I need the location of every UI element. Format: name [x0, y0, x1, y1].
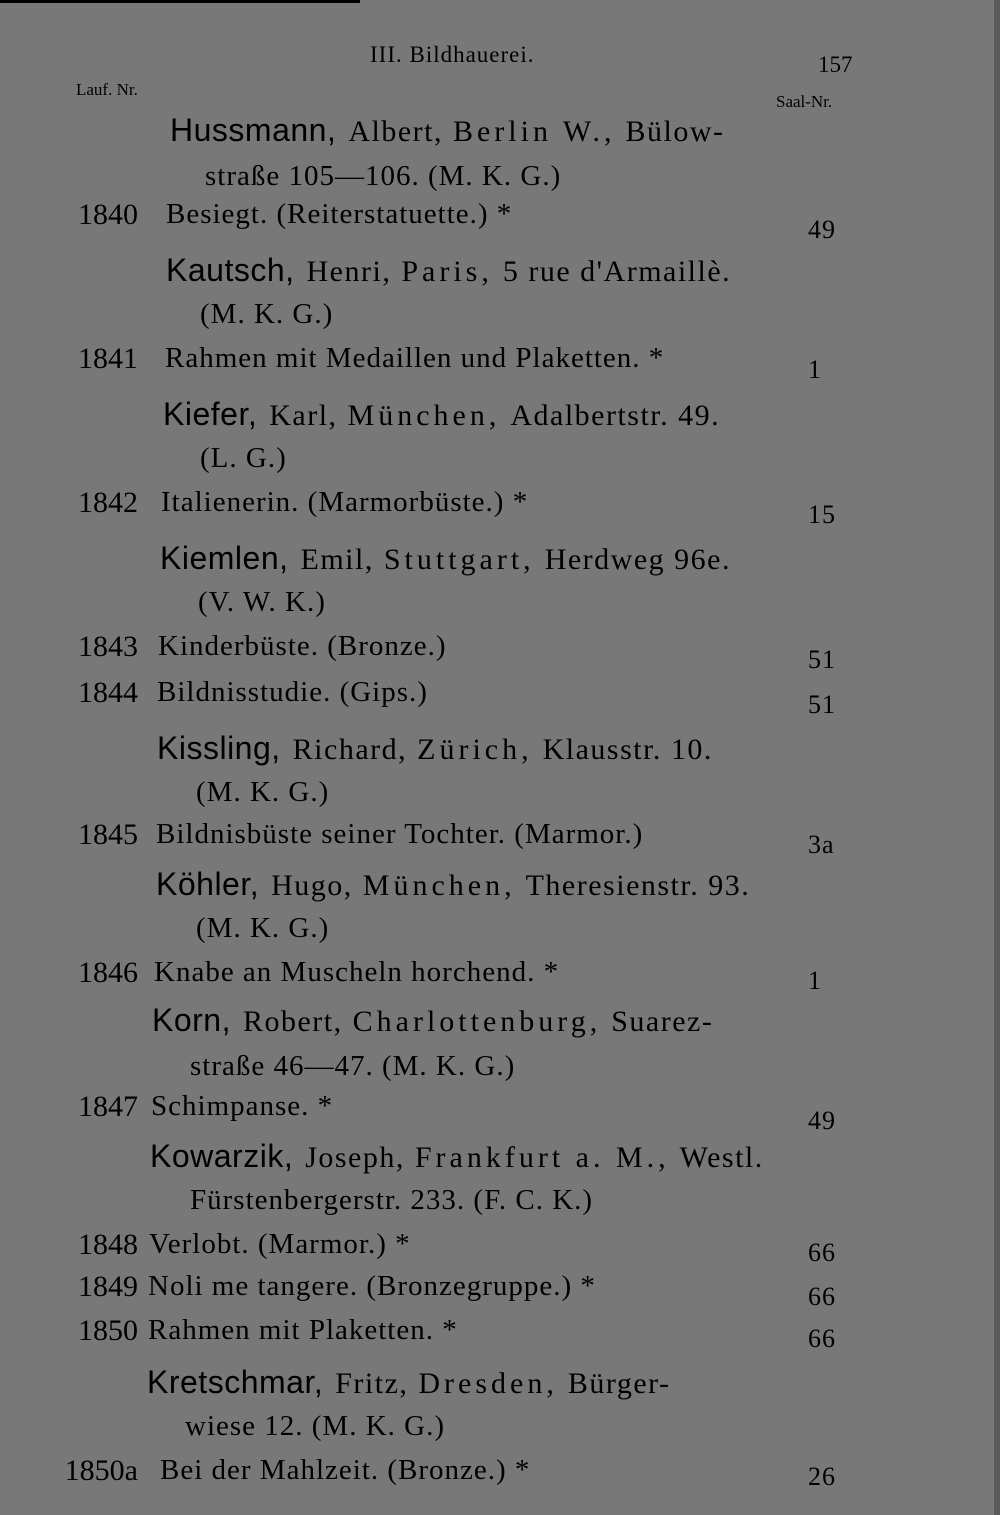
room-number: 66	[808, 1324, 836, 1353]
work-title: Rahmen mit Plaketten. *	[148, 1314, 458, 1346]
work-title: Bildnisbüste seiner Tochter. (Marmor.)	[156, 818, 644, 850]
artist-city: Paris,	[401, 255, 493, 288]
artist-line	[166, 252, 731, 289]
catalog-number: 1846	[78, 956, 138, 989]
artist-address-continuation: wiese 12. (M. K. G.)	[185, 1410, 446, 1442]
artist-name: Hussmann,	[170, 112, 337, 148]
catalog-number: 1843	[78, 630, 138, 663]
artist-line	[156, 866, 750, 903]
catalog-number: 1850a	[64, 1454, 138, 1487]
artist-address: Westl.	[679, 1141, 764, 1174]
artist-city: München,	[347, 399, 501, 432]
room-number: 1	[808, 355, 822, 384]
artist-address: Bülow-	[625, 115, 725, 148]
artist-address: Herdweg 96e.	[544, 543, 731, 576]
artist-address-continuation: (M. K. G.)	[196, 776, 330, 808]
artist-address-continuation: (L. G.)	[200, 442, 287, 474]
artist-given-name: Hugo,	[271, 869, 353, 902]
column-label-saal-nr: Saal-Nr.	[776, 92, 833, 111]
artist-given-name: Joseph,	[305, 1141, 405, 1174]
work-title: Schimpanse. *	[151, 1090, 334, 1122]
artist-given-name: Emil,	[300, 543, 374, 576]
artist-name: Köhler,	[156, 866, 260, 902]
artist-address-continuation: (M. K. G.)	[196, 912, 330, 944]
room-number: 49	[808, 215, 836, 244]
work-title: Bei der Mahlzeit. (Bronze.) *	[160, 1454, 531, 1486]
artist-address-continuation: (M. K. G.)	[200, 298, 334, 330]
catalog-number: 1844	[78, 676, 138, 709]
artist-city: München,	[362, 869, 516, 902]
room-number: 51	[808, 690, 836, 719]
artist-address-continuation: (V. W. K.)	[198, 586, 326, 618]
page-number: 157	[818, 52, 853, 77]
artist-name: Kowarzik,	[150, 1138, 294, 1174]
artist-address: 5 rue d'Armaillè.	[502, 255, 732, 288]
work-title: Rahmen mit Medaillen und Plaketten. *	[165, 342, 665, 374]
artist-name: Kautsch,	[166, 252, 295, 288]
work-title: Italienerin. (Marmorbüste.) *	[161, 486, 529, 518]
artist-city: Stuttgart,	[383, 543, 535, 576]
catalog-number: 1847	[78, 1090, 138, 1123]
artist-line	[152, 1002, 713, 1039]
artist-line	[170, 112, 725, 149]
catalog-number: 1842	[78, 486, 138, 519]
artist-name: Kiemlen,	[160, 540, 289, 576]
artist-line	[147, 1364, 671, 1401]
page-title: III. Bildhauerei.	[370, 42, 535, 67]
artist-given-name: Albert,	[348, 115, 443, 148]
artist-city: Berlin W.,	[452, 115, 616, 148]
room-number: 49	[808, 1106, 836, 1135]
catalog-number: 1840	[78, 198, 138, 231]
artist-address-continuation: straße 46—47. (M. K. G.)	[190, 1050, 516, 1082]
work-title: Noli me tangere. (Bronzegruppe.) *	[148, 1270, 596, 1302]
artist-name: Korn,	[152, 1002, 231, 1038]
artist-name: Kiefer,	[163, 396, 258, 432]
scan-right-edge	[994, 0, 1000, 1515]
catalog-number: 1841	[78, 342, 138, 375]
artist-city: Frankfurt a. M.,	[414, 1141, 670, 1174]
artist-given-name: Richard,	[292, 733, 408, 766]
artist-address-continuation: Fürstenbergerstr. 233. (F. C. K.)	[190, 1184, 594, 1216]
artist-address: Klausstr. 10.	[542, 733, 713, 766]
artist-city: Zürich,	[417, 733, 533, 766]
artist-address-continuation: straße 105—106. (M. K. G.)	[205, 160, 562, 192]
catalog-number: 1848	[78, 1228, 138, 1261]
room-number: 15	[808, 500, 836, 529]
work-title: Bildnisstudie. (Gips.)	[157, 676, 428, 708]
room-number: 26	[808, 1462, 836, 1491]
artist-given-name: Karl,	[269, 399, 338, 432]
artist-line	[150, 1138, 764, 1175]
artist-address: Theresienstr. 93.	[525, 869, 751, 902]
work-title: Knabe an Muscheln horchend. *	[154, 956, 560, 988]
scan-top-edge	[0, 0, 360, 3]
room-number: 1	[808, 966, 822, 995]
artist-name: Kissling,	[157, 730, 281, 766]
artist-address: Bürger-	[567, 1367, 671, 1400]
artist-given-name: Robert,	[242, 1005, 343, 1038]
artist-city: Dresden,	[418, 1367, 558, 1400]
artist-city: Charlottenburg,	[352, 1005, 602, 1038]
artist-name: Kretschmar,	[147, 1364, 324, 1400]
artist-line	[163, 396, 720, 433]
catalog-number: 1845	[78, 818, 138, 851]
artist-line	[160, 540, 731, 577]
room-number: 51	[808, 645, 836, 674]
artist-address: Suarez-	[611, 1005, 714, 1038]
work-title: Verlobt. (Marmor.) *	[149, 1228, 411, 1260]
artist-line	[157, 730, 713, 767]
catalog-number: 1850	[78, 1314, 138, 1347]
work-title: Besiegt. (Reiterstatuette.) *	[166, 198, 513, 230]
artist-given-name: Fritz,	[335, 1367, 409, 1400]
room-number: 66	[808, 1238, 836, 1267]
work-title: Kinderbüste. (Bronze.)	[158, 630, 447, 662]
artist-address: Adalbertstr. 49.	[510, 399, 721, 432]
room-number: 66	[808, 1282, 836, 1311]
artist-given-name: Henri,	[306, 255, 392, 288]
column-label-lauf-nr: Lauf. Nr.	[76, 80, 138, 99]
catalog-number: 1849	[78, 1270, 138, 1303]
room-number: 3a	[808, 830, 835, 859]
